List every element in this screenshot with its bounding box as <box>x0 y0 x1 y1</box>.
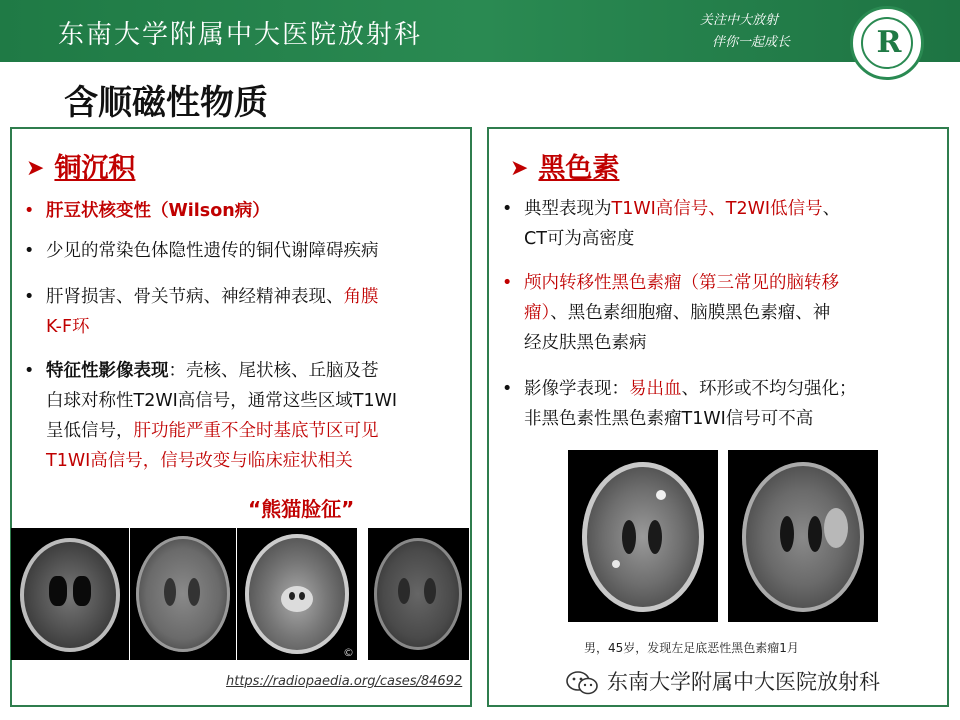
arrow-bullet-icon: ➤ <box>510 156 529 181</box>
bullet-dot: • <box>502 199 513 219</box>
left-item-4: • 特征性影像表现：壳核、尾状核、丘脑及苍 白球对称性T2WI高信号，通常这些区域T1WI 呈低信号，肝功能严重不全时基底节区可见 T1WI高信号，信号改变与临床症状相关 <box>46 356 471 476</box>
right-section-title: ➤ 黑色素 <box>510 153 620 184</box>
image-caption: 男，45岁，发现左足底恶性黑色素瘤1月 <box>584 641 799 655</box>
logo-inner-ring <box>861 17 913 69</box>
left-section-title: ➤ 铜沉积 <box>26 153 136 184</box>
left-item-2: • 少见的常染色体隐性遗传的铜代谢障碍疾病 <box>46 236 379 266</box>
hospital-logo <box>850 6 924 80</box>
header-bar <box>0 0 960 62</box>
header-slogan <box>700 10 790 54</box>
slogan-line-2: 伴你一起成长 <box>712 35 791 50</box>
bullet-dot: • <box>24 287 35 307</box>
logo-r-letter: R <box>876 25 902 60</box>
copyright-mark: © <box>343 646 354 659</box>
bullet-dot: • <box>24 361 35 381</box>
wechat-icon <box>565 670 599 696</box>
right-item-3: • 影像学表现：易出血、环形或不均匀强化； 非黑色素性黑色素瘤T1WI信号可不高 <box>524 374 939 434</box>
bullet-dot: • <box>24 201 35 221</box>
left-item-1: • 肝豆状核变性（Wilson病） <box>46 196 270 226</box>
mri-panda-sign-image-3 <box>237 528 357 660</box>
right-item-1: • 典型表现为T1WI高信号、T2WI低信号、 CT可为高密度 <box>524 194 934 254</box>
page-title: 含顺磁性物质 <box>64 83 268 123</box>
radiopaedia-link[interactable]: https://radiopaedia.org/cases/84692 <box>226 674 463 689</box>
bullet-dot: • <box>502 379 513 399</box>
bullet-dot: • <box>502 273 513 293</box>
arrow-bullet-icon: ➤ <box>26 156 45 181</box>
mri-melanoma-flair-image <box>728 450 878 622</box>
left-item-3: • 肝肾损害、骨关节病、神经精神表现、角膜 K-F环 <box>46 282 466 342</box>
header-title: 东南大学附属中大医院放射科 <box>58 20 423 50</box>
wechat-watermark: 东南大学附属中大医院放射科 <box>565 666 880 696</box>
bullet-dot: • <box>24 241 35 261</box>
mri-melanoma-t1-image <box>568 450 718 622</box>
mri-t1-image-4 <box>368 528 469 660</box>
right-item-2: • 颅内转移性黑色素瘤（第三常见的脑转移 瘤）、黑色素细胞瘤、脑膜黑色素瘤、神 经皮肤黑色素病 <box>524 268 934 358</box>
mri-t1-image-2 <box>130 528 236 660</box>
slogan-line-1: 关注中大放射 <box>700 13 779 28</box>
panda-sign-label: “熊猫脸征” <box>248 497 355 521</box>
mri-flair-image-1 <box>11 528 129 660</box>
